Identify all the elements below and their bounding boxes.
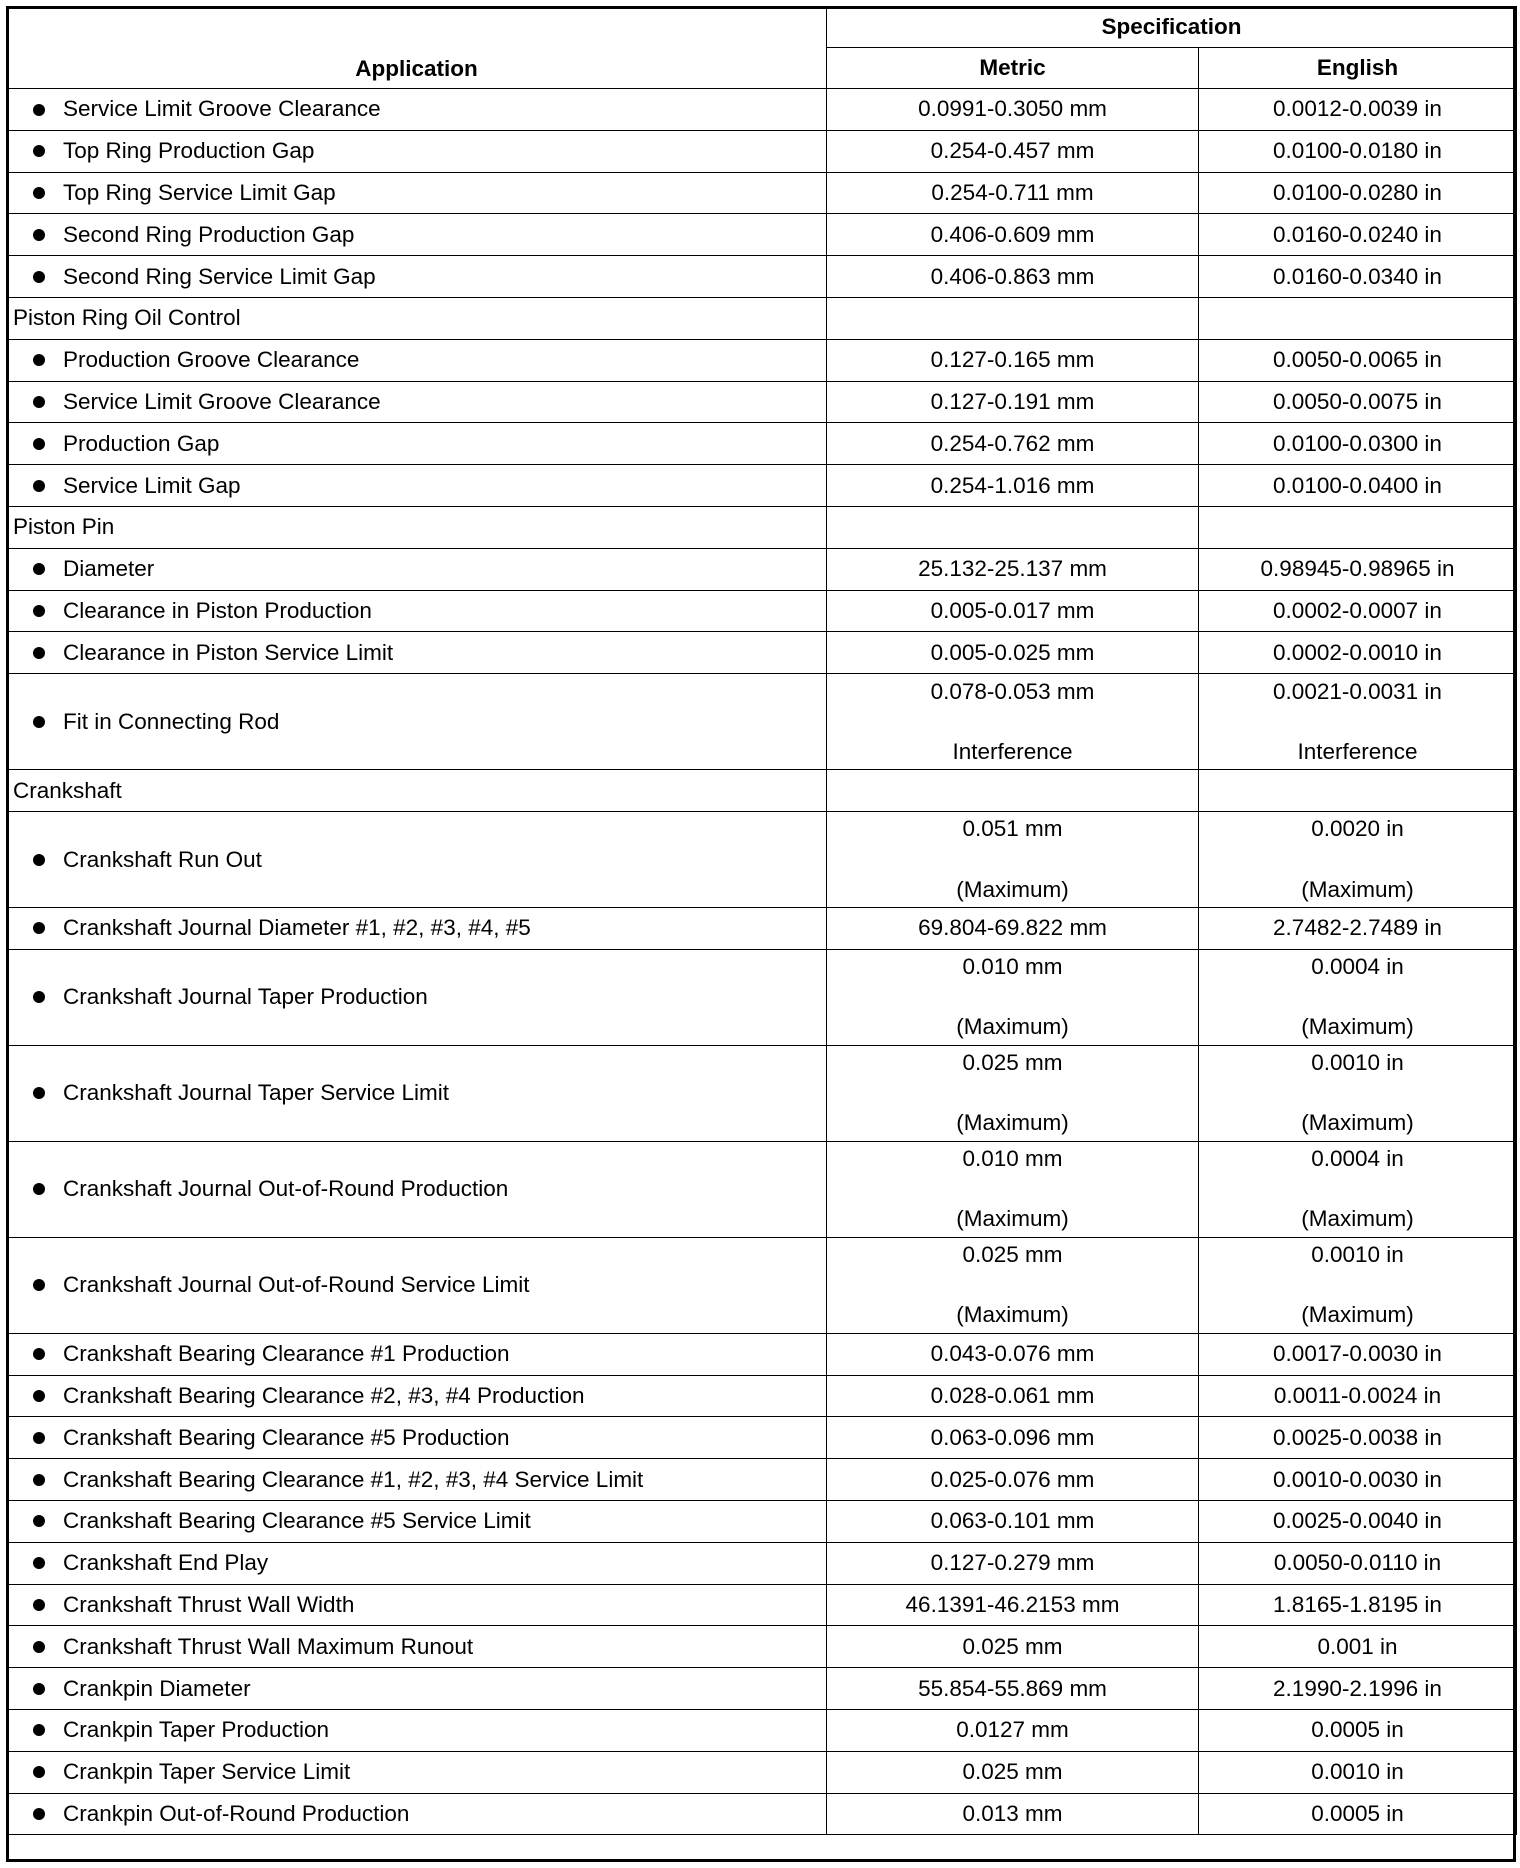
application-header: Application (7, 7, 827, 89)
application-label: Crankpin Diameter (63, 1675, 251, 1701)
english-value: 0.0100-0.0180 in (1273, 138, 1442, 164)
english-value: 0.0002-0.0010 in (1273, 639, 1442, 665)
metric-cell (827, 1045, 1199, 1141)
english-note: (Maximum) (1301, 1014, 1414, 1040)
table-row (7, 811, 1517, 907)
bullet-icon (33, 229, 45, 241)
metric-value: 0.063-0.096 mm (930, 1424, 1095, 1450)
metric-cell (827, 1500, 1199, 1542)
english-value: 0.0005 in (1311, 1717, 1404, 1743)
metric-value: 0.025 mm (962, 1633, 1063, 1659)
english-value: 0.0100-0.0280 in (1273, 180, 1442, 206)
english-cell (1199, 381, 1517, 423)
metric-cell (827, 811, 1199, 907)
table-row (7, 632, 1517, 674)
application-cell (7, 1500, 827, 1542)
application-cell (7, 130, 827, 172)
metric-value: 0.051 mm (962, 816, 1063, 842)
metric-cell (827, 1751, 1199, 1793)
section-label-cell (7, 297, 827, 339)
application-label: Top Ring Production Gap (63, 138, 315, 164)
application-cell (7, 1542, 827, 1584)
section-label: Piston Ring Oil Control (13, 305, 241, 331)
application-label: Crankshaft Journal Out-of-Round Production (63, 1176, 509, 1202)
application-cell (7, 465, 827, 507)
bullet-icon (33, 605, 45, 617)
metric-value: 0.078-0.053 mm (930, 678, 1095, 704)
metric-value: 0.0991-0.3050 mm (918, 96, 1107, 122)
metric-cell (827, 1237, 1199, 1333)
table-body (7, 89, 1517, 1835)
bullet-icon (33, 1515, 45, 1527)
metric-cell (827, 339, 1199, 381)
metric-cell (827, 297, 1199, 339)
application-cell (7, 1626, 827, 1668)
application-label: Top Ring Service Limit Gap (63, 180, 336, 206)
application-cell (7, 1709, 827, 1751)
application-label: Crankshaft Bearing Clearance #5 Production (63, 1424, 510, 1450)
specification-table (6, 6, 1517, 1835)
table-row (7, 1626, 1517, 1668)
table-row (7, 907, 1517, 949)
metric-cell (827, 89, 1199, 131)
metric-note: Interference (952, 738, 1073, 764)
english-note: (Maximum) (1301, 1206, 1414, 1232)
metric-cell (827, 1626, 1199, 1668)
english-note: Interference (1297, 738, 1418, 764)
bullet-icon (33, 187, 45, 199)
bullet-icon (33, 922, 45, 934)
metric-value: 0.010 mm (962, 954, 1063, 980)
metric-cell (827, 214, 1199, 256)
metric-cell (827, 256, 1199, 298)
english-cell (1199, 1237, 1517, 1333)
metric-header: Metric (827, 48, 1199, 89)
metric-cell (827, 1375, 1199, 1417)
english-cell (1199, 1459, 1517, 1501)
section-label-cell (7, 770, 827, 812)
english-cell (1199, 1542, 1517, 1584)
bullet-icon (33, 1683, 45, 1695)
application-cell (7, 1668, 827, 1710)
english-cell (1199, 423, 1517, 465)
english-note: (Maximum) (1301, 876, 1414, 902)
english-value: 0.0004 in (1311, 1146, 1404, 1172)
english-value: 0.0160-0.0240 in (1273, 221, 1442, 247)
english-value: 0.0160-0.0340 in (1273, 263, 1442, 289)
table-row (7, 256, 1517, 298)
metric-value: 0.254-1.016 mm (930, 472, 1095, 498)
application-label: Crankshaft Bearing Clearance #1 Production (63, 1341, 510, 1367)
table-row (7, 423, 1517, 465)
english-cell (1199, 674, 1517, 770)
section-row (7, 297, 1517, 339)
table-row (7, 548, 1517, 590)
english-value: 0.0005 in (1311, 1800, 1404, 1826)
metric-value: 69.804-69.822 mm (918, 915, 1107, 941)
table-row (7, 465, 1517, 507)
english-value: 0.0010-0.0030 in (1273, 1466, 1442, 1492)
metric-cell (827, 130, 1199, 172)
application-cell (7, 89, 827, 131)
application-label: Clearance in Piston Production (63, 598, 372, 624)
english-cell (1199, 1751, 1517, 1793)
english-value: 0.0010 in (1311, 1759, 1404, 1785)
metric-value: 0.028-0.061 mm (930, 1383, 1095, 1408)
application-cell (7, 907, 827, 949)
metric-cell (827, 949, 1199, 1045)
application-label: Service Limit Groove Clearance (63, 389, 381, 415)
bullet-icon (33, 1808, 45, 1820)
metric-cell (827, 465, 1199, 507)
application-cell (7, 339, 827, 381)
table-row (7, 1417, 1517, 1459)
application-cell (7, 674, 827, 770)
metric-cell (827, 770, 1199, 812)
english-cell (1199, 590, 1517, 632)
english-cell (1199, 297, 1517, 339)
application-label: Crankpin Taper Production (63, 1717, 329, 1743)
bullet-icon (33, 1557, 45, 1569)
english-cell (1199, 506, 1517, 548)
section-label-cell (7, 506, 827, 548)
table-row (7, 339, 1517, 381)
application-cell (7, 1333, 827, 1375)
metric-value: 0.013 mm (962, 1800, 1063, 1826)
english-value: 0.0025-0.0038 in (1273, 1424, 1442, 1450)
metric-cell (827, 1459, 1199, 1501)
application-cell (7, 1045, 827, 1141)
bullet-icon (33, 1599, 45, 1611)
metric-cell (827, 423, 1199, 465)
metric-cell (827, 1584, 1199, 1626)
application-label: Production Groove Clearance (63, 347, 360, 373)
english-cell (1199, 1793, 1517, 1835)
metric-cell (827, 1417, 1199, 1459)
english-note: (Maximum) (1301, 1110, 1414, 1136)
metric-value: 55.854-55.869 mm (918, 1675, 1107, 1701)
english-cell (1199, 172, 1517, 214)
metric-cell (827, 1542, 1199, 1584)
bullet-icon (33, 104, 45, 116)
english-cell (1199, 256, 1517, 298)
metric-cell (827, 548, 1199, 590)
bullet-icon (33, 1474, 45, 1486)
english-cell (1199, 811, 1517, 907)
english-value: 0.0020 in (1311, 816, 1404, 842)
table-row (7, 130, 1517, 172)
application-cell (7, 1375, 827, 1417)
english-cell (1199, 1500, 1517, 1542)
metric-value: 0.025 mm (962, 1050, 1063, 1076)
application-label: Crankshaft Bearing Clearance #1, #2, #3, #4 Service Limit (63, 1466, 644, 1492)
bullet-icon (33, 1724, 45, 1736)
bullet-icon (33, 271, 45, 283)
english-value: 0.98945-0.98965 in (1260, 556, 1455, 582)
english-cell (1199, 339, 1517, 381)
english-cell (1199, 1626, 1517, 1668)
english-cell (1199, 907, 1517, 949)
application-cell (7, 256, 827, 298)
metric-cell (827, 1141, 1199, 1237)
metric-note: (Maximum) (956, 1014, 1069, 1040)
metric-value: 46.1391-46.2153 mm (905, 1591, 1120, 1617)
bullet-icon (33, 1087, 45, 1099)
application-cell (7, 811, 827, 907)
metric-value: 0.010 mm (962, 1146, 1063, 1172)
metric-value: 0.254-0.711 mm (931, 180, 1094, 206)
english-value: 0.0050-0.0075 in (1273, 389, 1442, 415)
english-cell (1199, 465, 1517, 507)
metric-value: 0.127-0.191 mm (930, 389, 1095, 415)
bullet-icon (33, 1641, 45, 1653)
table-row (7, 381, 1517, 423)
section-row (7, 506, 1517, 548)
table-row (7, 1793, 1517, 1835)
table-row (7, 949, 1517, 1045)
application-cell (7, 214, 827, 256)
bullet-icon (33, 563, 45, 575)
bullet-icon (33, 1183, 45, 1195)
english-value: 0.0011-0.0024 in (1273, 1383, 1442, 1408)
table-row (7, 1045, 1517, 1141)
english-value: 0.0100-0.0300 in (1273, 430, 1442, 456)
english-header: English (1199, 48, 1517, 89)
metric-value: 0.005-0.025 mm (930, 639, 1095, 665)
metric-value: 0.025-0.076 mm (930, 1466, 1095, 1492)
application-label: Crankshaft Bearing Clearance #2, #3, #4 Production (63, 1383, 585, 1408)
english-cell (1199, 770, 1517, 812)
table-row (7, 1141, 1517, 1237)
english-value: 0.0050-0.0110 in (1273, 1550, 1442, 1576)
metric-value: 0.0127 mm (956, 1717, 1069, 1743)
section-label: Crankshaft (13, 777, 122, 803)
application-label: Crankshaft Run Out (63, 846, 262, 872)
application-label: Crankshaft Journal Diameter #1, #2, #3, #4, #5 (63, 915, 531, 941)
metric-cell (827, 674, 1199, 770)
metric-value: 0.406-0.863 mm (930, 263, 1095, 289)
application-cell (7, 1751, 827, 1793)
english-value: 1.8165-1.8195 in (1273, 1591, 1442, 1617)
application-label: Crankpin Out-of-Round Production (63, 1800, 410, 1826)
application-label: Crankpin Taper Service Limit (63, 1759, 351, 1785)
english-cell (1199, 1668, 1517, 1710)
english-value: 0.0050-0.0065 in (1273, 347, 1442, 373)
application-label: Crankshaft Journal Taper Service Limit (63, 1080, 450, 1106)
table-row (7, 172, 1517, 214)
bullet-icon (33, 716, 45, 728)
bullet-icon (33, 1432, 45, 1444)
application-label: Crankshaft Bearing Clearance #5 Service Limit (63, 1508, 531, 1534)
metric-note: (Maximum) (956, 1110, 1069, 1136)
table-row (7, 1542, 1517, 1584)
application-label: Second Ring Service Limit Gap (63, 263, 376, 289)
table-row (7, 674, 1517, 770)
application-cell (7, 423, 827, 465)
application-cell (7, 632, 827, 674)
english-value: 2.7482-2.7489 in (1273, 915, 1442, 941)
metric-cell (827, 1709, 1199, 1751)
bullet-icon (33, 480, 45, 492)
table-row (7, 1237, 1517, 1333)
english-cell (1199, 1141, 1517, 1237)
bullet-icon (33, 991, 45, 1003)
english-cell (1199, 1333, 1517, 1375)
table-row (7, 1459, 1517, 1501)
english-value: 0.001 in (1317, 1633, 1398, 1659)
application-label: Fit in Connecting Rod (63, 708, 280, 734)
metric-note: (Maximum) (956, 1206, 1069, 1232)
metric-value: 0.254-0.762 mm (930, 430, 1095, 456)
english-cell (1199, 130, 1517, 172)
english-value: 0.0021-0.0031 in (1273, 678, 1442, 704)
application-cell (7, 1459, 827, 1501)
application-cell (7, 1584, 827, 1626)
english-value: 0.0010 in (1311, 1050, 1404, 1076)
english-cell (1199, 89, 1517, 131)
english-value: 0.0004 in (1311, 954, 1404, 980)
table-row (7, 1375, 1517, 1417)
table-row (7, 1668, 1517, 1710)
application-cell (7, 1417, 827, 1459)
metric-cell (827, 506, 1199, 548)
english-value: 0.0002-0.0007 in (1273, 598, 1442, 624)
application-label: Production Gap (63, 430, 220, 456)
metric-cell (827, 907, 1199, 949)
metric-value: 0.005-0.017 mm (930, 598, 1095, 624)
metric-value: 0.127-0.279 mm (930, 1550, 1095, 1576)
bullet-icon (33, 145, 45, 157)
metric-cell (827, 632, 1199, 674)
bullet-icon (33, 354, 45, 366)
bullet-icon (33, 1348, 45, 1360)
table-row (7, 1584, 1517, 1626)
english-cell (1199, 949, 1517, 1045)
bullet-icon (33, 438, 45, 450)
application-cell (7, 381, 827, 423)
bullet-icon (33, 647, 45, 659)
application-label: Second Ring Production Gap (63, 221, 355, 247)
bullet-icon (33, 1390, 45, 1402)
metric-value: 0.043-0.076 mm (930, 1341, 1095, 1367)
application-label: Service Limit Groove Clearance (63, 96, 381, 122)
metric-cell (827, 1333, 1199, 1375)
metric-value: 25.132-25.137 mm (918, 556, 1107, 582)
bullet-icon (33, 1279, 45, 1291)
application-cell (7, 949, 827, 1045)
english-value: 0.0012-0.0039 in (1273, 96, 1442, 122)
english-cell (1199, 1045, 1517, 1141)
section-row (7, 770, 1517, 812)
application-label: Crankshaft Thrust Wall Maximum Runout (63, 1633, 474, 1659)
metric-value: 0.063-0.101 mm (930, 1508, 1095, 1534)
metric-value: 0.127-0.165 mm (930, 347, 1095, 373)
metric-value: 0.025 mm (962, 1242, 1063, 1268)
english-cell (1199, 214, 1517, 256)
application-cell (7, 1237, 827, 1333)
application-label: Crankshaft End Play (63, 1550, 269, 1576)
metric-cell (827, 590, 1199, 632)
english-cell (1199, 548, 1517, 590)
english-value: 0.0100-0.0400 in (1273, 472, 1442, 498)
application-cell (7, 1793, 827, 1835)
english-cell (1199, 1584, 1517, 1626)
application-label: Crankshaft Thrust Wall Width (63, 1591, 355, 1617)
metric-value: 0.406-0.609 mm (930, 221, 1095, 247)
metric-cell (827, 172, 1199, 214)
english-cell (1199, 1417, 1517, 1459)
metric-value: 0.025 mm (962, 1759, 1063, 1785)
table-row (7, 590, 1517, 632)
table-row (7, 1500, 1517, 1542)
application-label: Crankshaft Journal Out-of-Round Service Limit (63, 1272, 530, 1298)
english-value: 0.0025-0.0040 in (1273, 1508, 1442, 1534)
application-cell (7, 1141, 827, 1237)
english-cell (1199, 1375, 1517, 1417)
application-cell (7, 172, 827, 214)
english-note: (Maximum) (1301, 1302, 1414, 1328)
application-label: Clearance in Piston Service Limit (63, 639, 394, 665)
table-row (7, 89, 1517, 131)
header-row-top (7, 7, 1517, 48)
application-label: Crankshaft Journal Taper Production (63, 984, 428, 1010)
application-cell (7, 548, 827, 590)
specification-header: Specification (827, 7, 1517, 48)
bullet-icon (33, 396, 45, 408)
bullet-icon (33, 854, 45, 866)
english-value: 2.1990-2.1996 in (1273, 1675, 1442, 1701)
english-value: 0.0017-0.0030 in (1273, 1341, 1442, 1367)
english-cell (1199, 632, 1517, 674)
table-row (7, 214, 1517, 256)
metric-value: 0.254-0.457 mm (930, 138, 1095, 164)
table-row (7, 1751, 1517, 1793)
metric-note: (Maximum) (956, 1302, 1069, 1328)
metric-cell (827, 1668, 1199, 1710)
table-row (7, 1709, 1517, 1751)
application-label: Service Limit Gap (63, 472, 241, 498)
bullet-icon (33, 1766, 45, 1778)
metric-cell (827, 381, 1199, 423)
application-cell (7, 590, 827, 632)
application-label: Diameter (63, 556, 155, 582)
english-cell (1199, 1709, 1517, 1751)
table-row (7, 1333, 1517, 1375)
section-label: Piston Pin (13, 514, 115, 540)
metric-cell (827, 1793, 1199, 1835)
english-value: 0.0010 in (1311, 1242, 1404, 1268)
metric-note: (Maximum) (956, 876, 1069, 902)
